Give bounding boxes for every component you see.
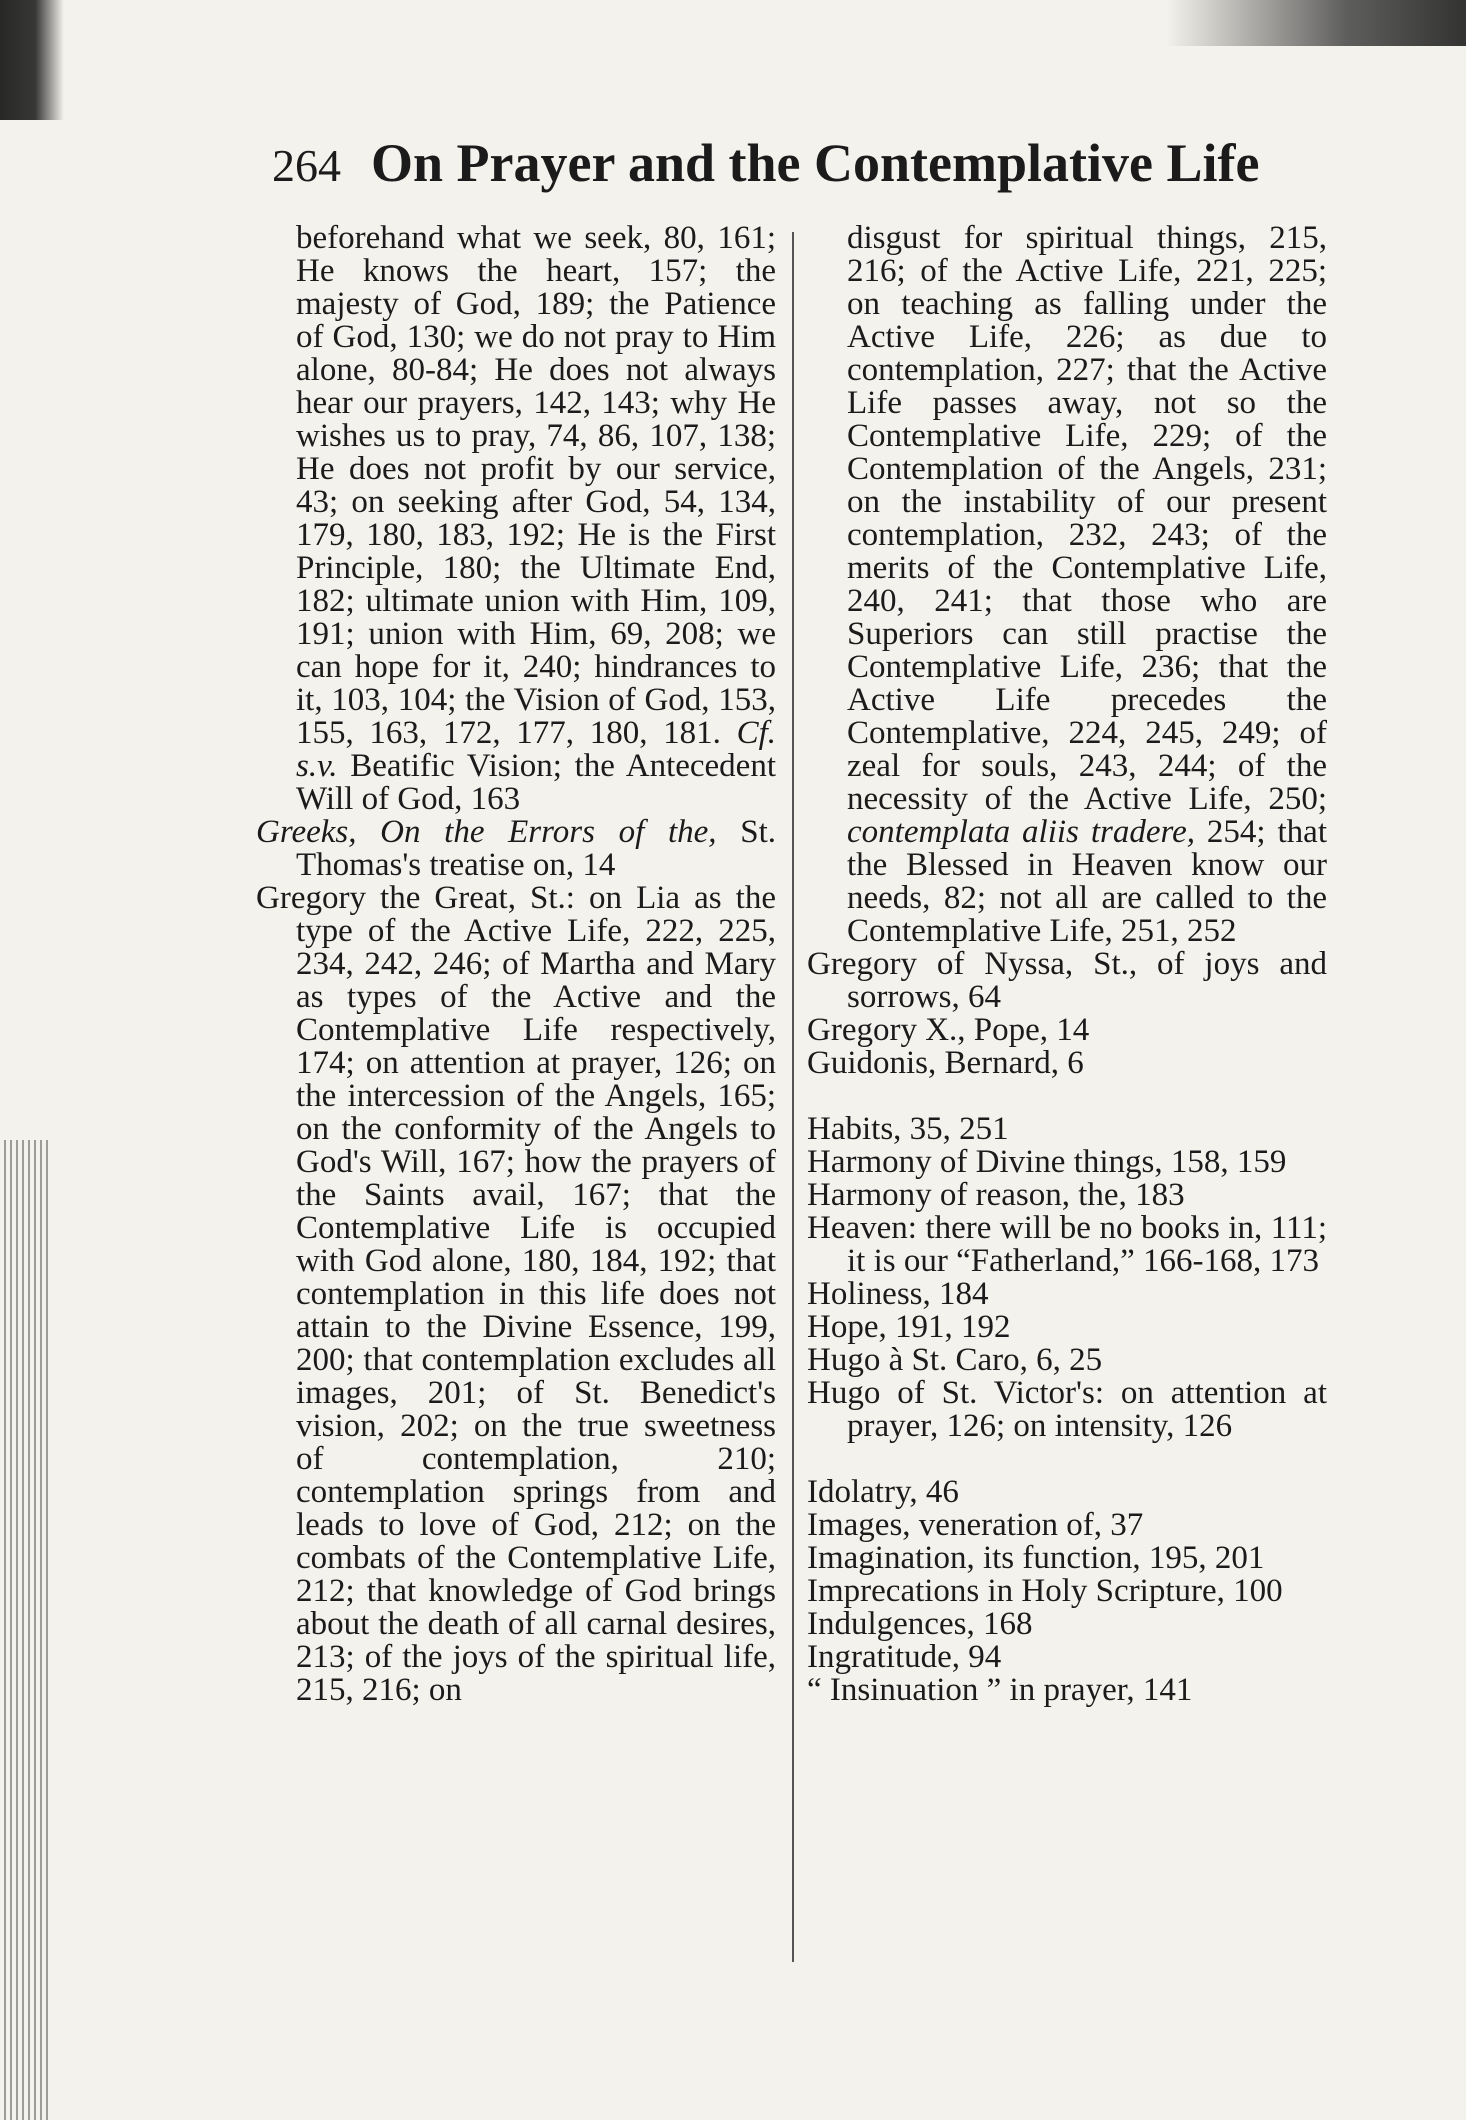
index-column-right xyxy=(807,222,1327,1707)
index-entry: Hope, 191, 192 xyxy=(807,1309,1011,1345)
index-entry: Gregory of Nyssa, St., of joys and sorrows, 64 xyxy=(807,946,1327,1015)
index-entry-greeks xyxy=(256,816,776,882)
work-title: Greeks, On the Errors of the, xyxy=(256,814,717,850)
latin-phrase: contemplata aliis tradere, xyxy=(847,814,1195,850)
entry-text: Gregory the Great, St.: on Lia as the type of the Active Life, 222, 225, 234, 242, 246; of Martha and Mary as types of the Active and the Contemplative Life respectively, 174; on attention at prayer, 126; on the intercession of the Angels, 165; on the conformity of the Angels to God's Will, 167; how the prayers of the Saints avail, 167; that the Contemplative Life is occupied with God alone, 180, 184, 192; that contemplation in this life does not attain to the Divine Essence, 199, 200; that contemplation excludes all images, 201; of St. Benedict's vision, 202; on the true sweetness of contemplation, 210; contemplation springs from and leads to love of God, 212; on the combats of the Contemplative Life, 212; that knowledge of God brings about the death of all carnal desires, 213; of the joys of the spiritual life, 215, 216; on xyxy=(256,880,776,1708)
index-entry-gregory-continued xyxy=(807,222,1327,948)
index-entry: Guidonis, Bernard, 6 xyxy=(807,1045,1084,1081)
entry-text: Beatific Vision; the Antecedent Will of God, 163 xyxy=(296,748,776,817)
index-entry: Images, veneration of, 37 xyxy=(807,1507,1144,1543)
entry-text: disgust for spiritual things, 215, 216; of the Active Life, 221, 225; on teaching as falling under the Active Life, 226; as due to contemplation, 227; that the Active Life passes away, not so the Contemplative Life, 229; of the Contemplation of the Angels, 231; on the instability of our present contemplation, 232, 243; of the merits of the Contemplative Life, 240, 241; that those who are Superiors can still practise the Contemplative Life, 236; that the Active Life precedes the Contemplative, 224, 245, 249; of zeal for souls, 243, 244; of the necessity of the Active Life, 250; xyxy=(847,220,1327,817)
index-entry: Hugo of St. Victor's: on attention at prayer, 126; on intensity, 126 xyxy=(807,1375,1327,1444)
index-entry-gregory-great xyxy=(256,882,776,1707)
index-entry: Harmony of reason, the, 183 xyxy=(807,1177,1185,1213)
letter-group-gap xyxy=(807,1080,1327,1113)
index-entry: Hugo à St. Caro, 6, 25 xyxy=(807,1342,1103,1378)
scan-edge-mark xyxy=(1166,0,1466,46)
index-entry: Indulgences, 168 xyxy=(807,1606,1033,1642)
running-head xyxy=(272,132,1302,202)
index-column-left xyxy=(256,222,776,1707)
entry-text: beforehand what we seek, 80, 161; He knows the heart, 157; the majesty of God, 189; the Patience of God, 130; we do not pray to Him alone, 80-84; He does not always hear our prayers, 142, 143; why He wishes us to pray, 74, 86, 107, 138; He does not profit by our service, 43; on seeking after God, 54, 134, 179, 180, 183, 192; He is the First Principle, 180; the Ultimate End, 182; ultimate union with Him, 109, 191; union with Him, 69, 208; we can hope for it, 240; hindrances to it, 103, 104; the Vision of God, 153, 155, 163, 172, 177, 180, 181. xyxy=(296,220,776,751)
index-entry: Ingratitude, 94 xyxy=(807,1639,1002,1675)
index-entry: Imagination, its function, 195, 201 xyxy=(807,1540,1265,1576)
scan-edge-mark xyxy=(0,0,64,120)
index-entry-god-continued xyxy=(256,222,776,816)
page-title: On Prayer and the Contemplative Life xyxy=(371,133,1260,193)
cross-reference-label: Cf. s.v. xyxy=(296,715,777,784)
column-divider xyxy=(792,232,794,1962)
index-entry: Idolatry, 46 xyxy=(807,1474,959,1510)
scan-edge-mark xyxy=(4,1140,48,2120)
entry-text: St. Thomas's treatise on, 14 xyxy=(296,814,777,883)
index-entry: Heaven: there will be no books in, 111; it is our “Fatherland,” 166-168, 173 xyxy=(807,1210,1327,1279)
index-entry: Harmony of Divine things, 158, 159 xyxy=(807,1144,1287,1180)
page-number: 264 xyxy=(272,140,341,191)
index-entry: Holiness, 184 xyxy=(807,1276,989,1312)
entry-text: 254; that the Blessed in Heaven know our needs, 82; not all are called to the Contemplative Life, 251, 252 xyxy=(847,814,1327,949)
index-entry: Gregory X., Pope, 14 xyxy=(807,1012,1090,1048)
letter-group-gap xyxy=(807,1443,1327,1476)
index-entry: Imprecations in Holy Scripture, 100 xyxy=(807,1573,1283,1609)
index-entry: Habits, 35, 251 xyxy=(807,1111,1009,1147)
index-entry: “ Insinuation ” in prayer, 141 xyxy=(807,1672,1193,1708)
